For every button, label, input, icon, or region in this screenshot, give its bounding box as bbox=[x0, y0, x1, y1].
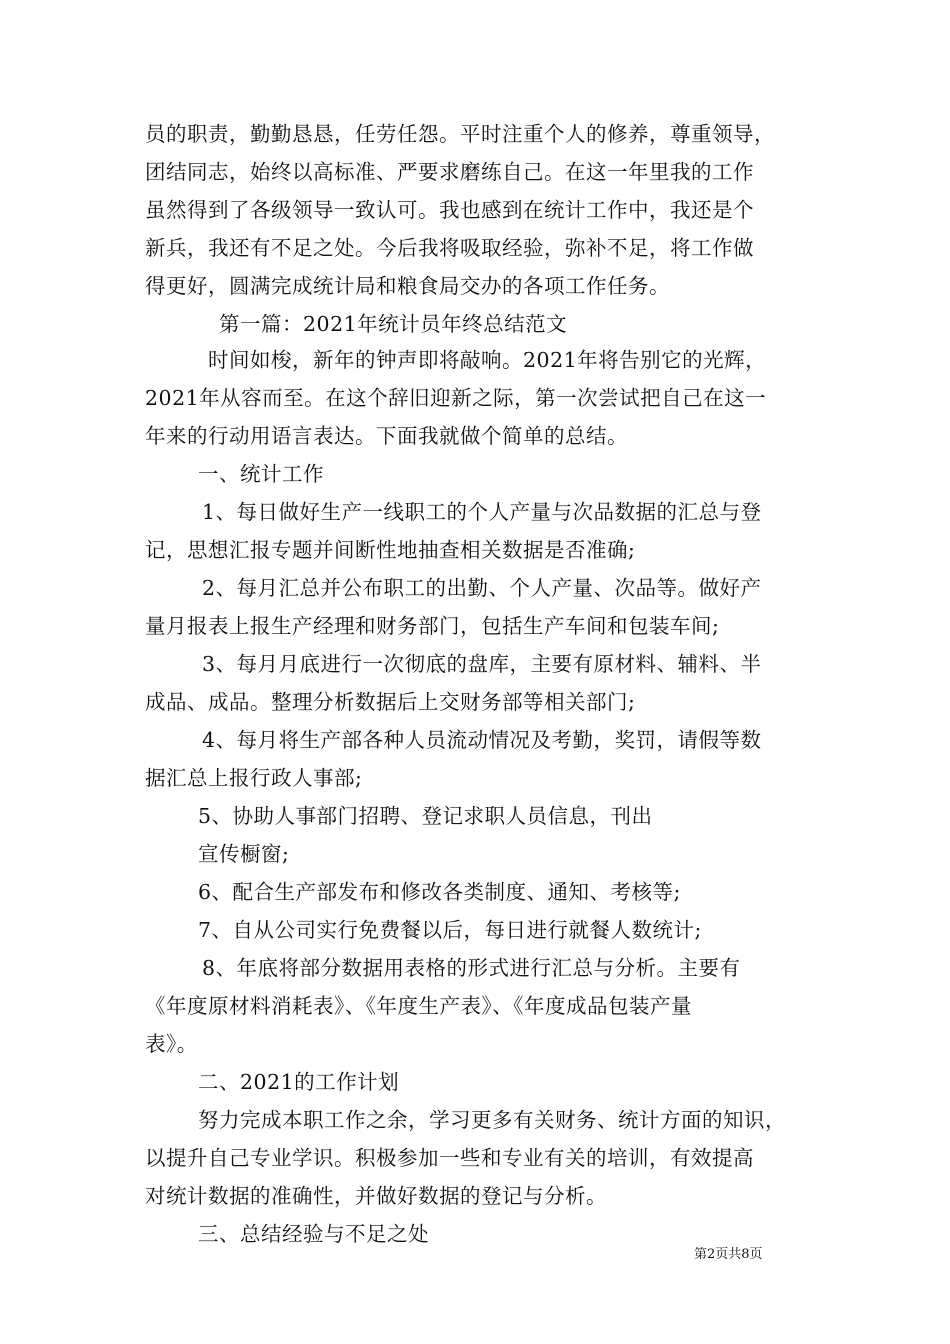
body-line-7: 时间如梭，新年的钟声即将敲响。2021年将告别它的光辉， bbox=[208, 348, 767, 372]
list-item-8-line-1: 8、年底将部分数据用表格的形式进行汇总与分析。主要有 bbox=[202, 956, 741, 980]
list-item-1-line-1: 1、每日做好生产一线职工的个人产量与次品数据的汇总与登 bbox=[202, 500, 762, 524]
list-item-3-line-1: 3、每月月底进行一次彻底的盘库，主要有原材料、辅料、半 bbox=[202, 652, 762, 676]
body-line-2: 团结同志，始终以高标准、严要求磨练自己。在这一年里我的工作 bbox=[145, 160, 754, 184]
body-line-8: 2021年从容而至。在这个辞旧迎新之际，第一次尝试把自己在这一 bbox=[145, 386, 767, 410]
plan-line-2: 以提升自己专业学识。积极参加一些和专业有关的培训，有效提高 bbox=[145, 1146, 754, 1170]
list-item-4-line-2: 据汇总上报行政人事部; bbox=[145, 766, 363, 790]
subheading-summary: 三、总结经验与不足之处 bbox=[198, 1222, 429, 1246]
plan-line-3: 对统计数据的准确性，并做好数据的登记与分析。 bbox=[145, 1184, 607, 1208]
list-item-2-line-2: 量月报表上报生产经理和财务部门，包括生产车间和包装车间; bbox=[145, 614, 720, 638]
list-item-5-line-1: 5、协助人事部门招聘、登记求职人员信息，刊出 bbox=[198, 804, 653, 828]
body-line-1: 员的职责，勤勤恳恳，任劳任怨。平时注重个人的修养，尊重领导， bbox=[145, 122, 775, 146]
list-item-8-line-3: 表》。 bbox=[145, 1032, 198, 1056]
page-number-footer: 第2页共8页 bbox=[694, 1247, 763, 1262]
body-line-4: 新兵，我还有不足之处。今后我将吸取经验，弥补不足，将工作做 bbox=[145, 236, 754, 260]
list-item-7: 7、自从公司实行免费餐以后，每日进行就餐人数统计; bbox=[198, 918, 702, 942]
list-item-5-line-2: 宣传橱窗; bbox=[198, 842, 290, 866]
list-item-2-line-1: 2、每月汇总并公布职工的出勤、个人产量、次品等。做好产 bbox=[202, 576, 762, 600]
body-line-3: 虽然得到了各级领导一致认可。我也感到在统计工作中，我还是个 bbox=[145, 198, 754, 222]
list-item-4-line-1: 4、每月将生产部各种人员流动情况及考勤，奖罚，请假等数 bbox=[202, 728, 762, 752]
list-item-3-line-2: 成品、成品。整理分析数据后上交财务部等相关部门; bbox=[145, 690, 636, 714]
subheading-work-plan: 二、2021的工作计划 bbox=[198, 1070, 400, 1094]
list-item-1-line-2: 记，思想汇报专题并间断性地抽查相关数据是否准确; bbox=[145, 538, 636, 562]
section-heading: 第一篇：2021年统计员年终总结范文 bbox=[219, 312, 568, 336]
body-line-5: 得更好，圆满完成统计局和粮食局交办的各项工作任务。 bbox=[145, 274, 670, 298]
body-line-9: 年来的行动用语言表达。下面我就做个简单的总结。 bbox=[145, 424, 628, 448]
list-item-8-line-2: 《年度原材料消耗表》、《年度生产表》、《年度成品包装产量 bbox=[145, 994, 692, 1018]
subheading-statistics-work: 一、统计工作 bbox=[198, 462, 324, 486]
plan-line-1: 努力完成本职工作之余，学习更多有关财务、统计方面的知识， bbox=[198, 1108, 786, 1132]
list-item-6: 6、配合生产部发布和修改各类制度、通知、考核等; bbox=[198, 880, 681, 904]
